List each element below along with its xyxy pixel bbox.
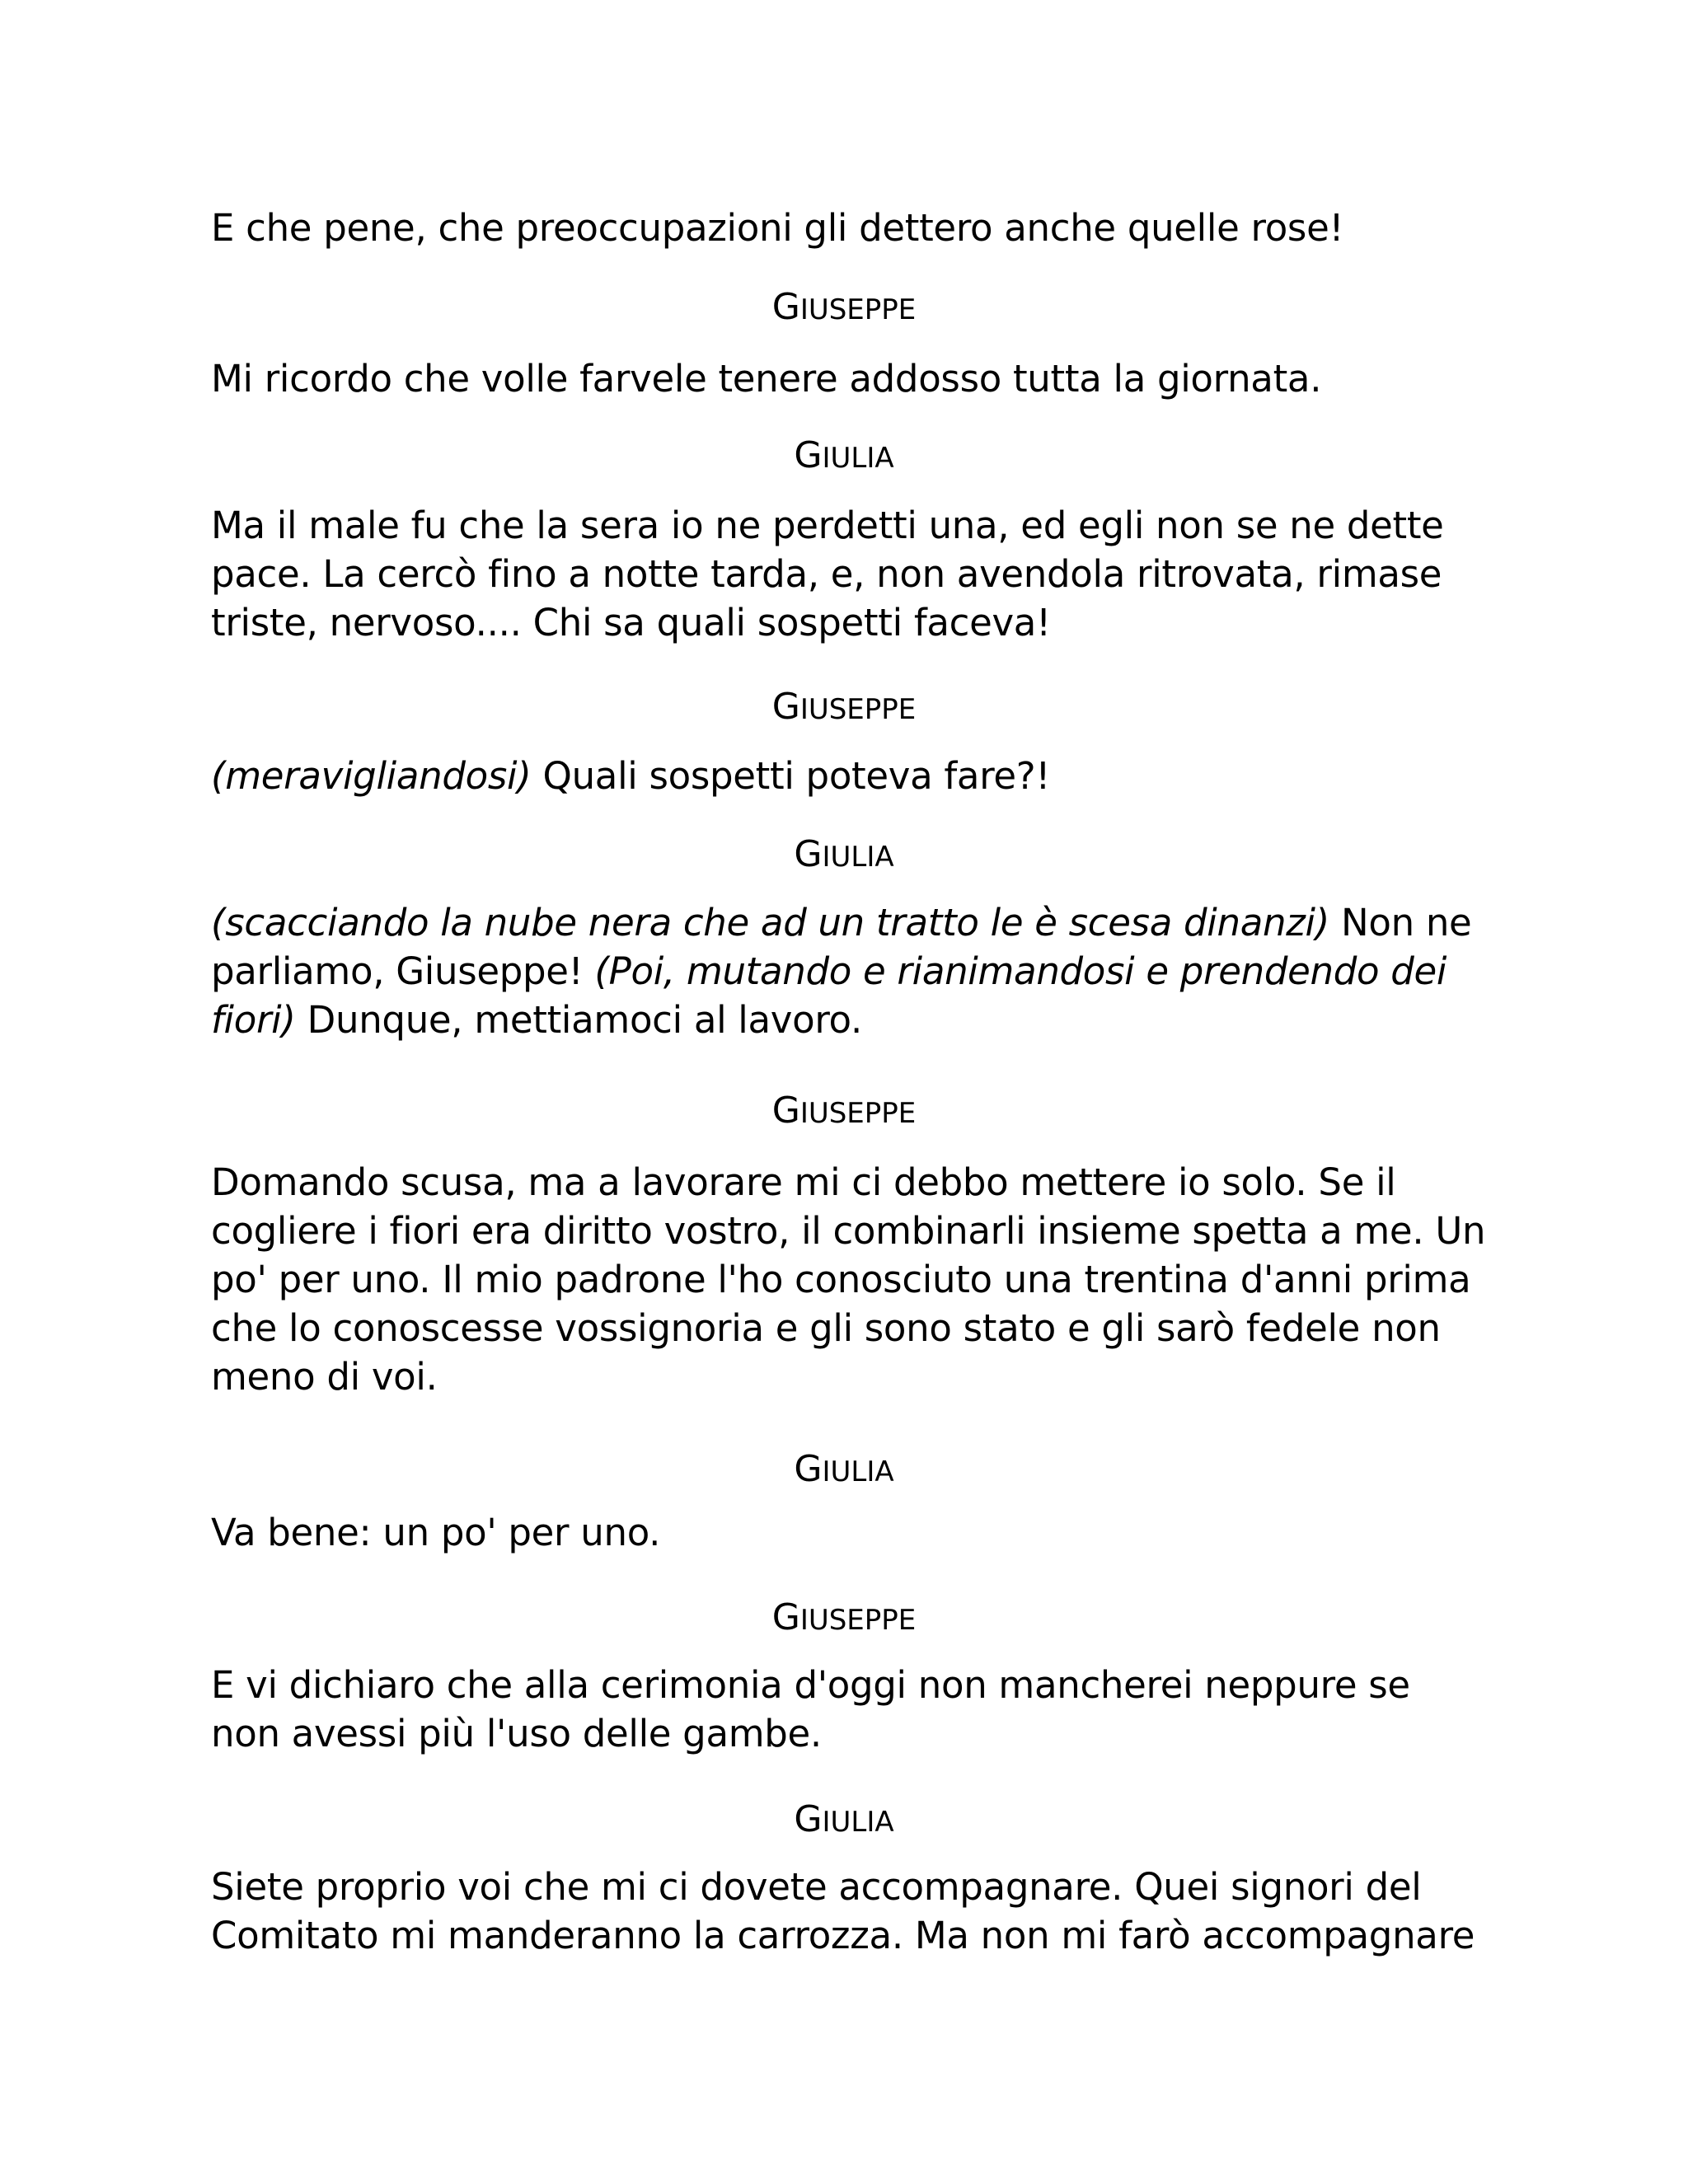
speaker-rest: IUSEPPE [799, 293, 917, 326]
paragraph-line [211, 1911, 1475, 1960]
speaker-name [211, 688, 1477, 729]
paragraph-line [211, 1352, 1485, 1401]
speaker-rest: IULIA [822, 841, 894, 874]
speaker-initial: G [794, 833, 823, 875]
paragraph-line [211, 598, 1444, 647]
spoken-text: pace. La cercò fino a notte tarda, e, non avendola ritrovata, rimase [211, 552, 1442, 596]
speaker-rest: IULIA [822, 1455, 894, 1488]
speaker-rest: IUSEPPE [799, 693, 917, 726]
paragraph-line [211, 1158, 1485, 1207]
speaker-name [211, 288, 1477, 329]
speaker-name [211, 1092, 1477, 1132]
speaker-initial: G [794, 1448, 823, 1490]
speaker-name [211, 1798, 1477, 1841]
dialogue-paragraph [211, 752, 1050, 800]
document-page [211, 0, 1486, 2184]
dialogue-paragraph [211, 1508, 660, 1557]
spoken-text: Non ne [1329, 901, 1472, 944]
dialogue-paragraph [211, 898, 1471, 1044]
dialogue-paragraph [211, 501, 1444, 647]
spoken-text: triste, nervoso.... Chi sa quali sospetti faceva! [211, 601, 1051, 644]
spoken-text: E che pene, che preoccupazioni gli dettero anche quelle rose! [211, 206, 1344, 250]
speaker-name [211, 1448, 1477, 1491]
speaker-initial: G [794, 434, 823, 476]
spoken-text: Va bene: un po' per uno. [211, 1511, 661, 1554]
paragraph-line [211, 996, 1471, 1044]
spoken-text: meno di voi. [211, 1355, 438, 1399]
spoken-text: non avessi più l'uso delle gambe. [211, 1712, 822, 1755]
spoken-text: parliamo, Giuseppe! [211, 949, 595, 993]
paragraph-line [211, 204, 1343, 252]
stage-direction: (Poi, mutando e rianimandosi e prendendo dei [594, 949, 1447, 993]
spoken-text: Dunque, mettiamoci al lavoro. [295, 998, 862, 1042]
speaker-initial: G [771, 686, 800, 728]
spoken-text: Siete proprio voi che mi ci dovete accompagnare. Quei signori del [211, 1865, 1422, 1909]
paragraph-line [211, 1255, 1485, 1304]
spoken-text: Ma il male fu che la sera io ne perdetti una, ed egli non se ne dette [211, 504, 1444, 547]
paragraph-line [211, 501, 1444, 550]
speaker-rest: IULIA [822, 442, 894, 475]
spoken-text: Mi ricordo che volle farvele tenere addosso tutta la giornata. [211, 357, 1322, 401]
speaker-initial: G [771, 1090, 800, 1132]
dialogue-paragraph [211, 1158, 1485, 1401]
spoken-text: che lo conoscesse vossignoria e gli sono stato e gli sarò fedele non [211, 1306, 1441, 1350]
paragraph-line [211, 752, 1050, 800]
spoken-text: cogliere i fiori era diritto vostro, il combinarli insieme spetta a me. Un [211, 1209, 1486, 1253]
spoken-text: Quali sospetti poteva fare?! [531, 754, 1051, 798]
speaker-initial: G [771, 1596, 800, 1638]
paragraph-line [211, 1863, 1475, 1911]
dialogue-paragraph [211, 1661, 1410, 1758]
spoken-text: Comitato mi manderanno la carrozza. Ma non mi farò accompagnare [211, 1914, 1475, 1957]
dialogue-paragraph [211, 204, 1343, 252]
stage-direction: (scacciando la nube nera che ad un tratto le è scesa dinanzi) [211, 901, 1329, 944]
spoken-text: po' per uno. Il mio padrone l'ho conosciuto una trentina d'anni prima [211, 1258, 1471, 1301]
paragraph-line [211, 1207, 1485, 1255]
speaker-name [211, 1596, 1477, 1639]
paragraph-line [211, 898, 1471, 947]
speaker-initial: G [794, 1798, 823, 1840]
stage-direction: (meravigliandosi) [211, 754, 532, 798]
speaker-rest: IULIA [822, 1806, 894, 1839]
paragraph-line [211, 1709, 1410, 1758]
speaker-rest: IUSEPPE [799, 1097, 917, 1130]
spoken-text: Domando scusa, ma a lavorare mi ci debbo mettere io solo. Se il [211, 1160, 1396, 1204]
stage-direction: fiori) [211, 998, 296, 1042]
paragraph-line [211, 1304, 1485, 1352]
paragraph-line [211, 550, 1444, 598]
dialogue-paragraph [211, 1863, 1475, 1960]
dialogue-paragraph [211, 354, 1321, 403]
spoken-text: E vi dichiaro che alla cerimonia d'oggi non mancherei neppure se [211, 1663, 1410, 1707]
speaker-initial: G [771, 286, 800, 328]
paragraph-line [211, 354, 1321, 403]
paragraph-line [211, 947, 1471, 996]
speaker-name [211, 833, 1477, 876]
speaker-rest: IUSEPPE [799, 1604, 917, 1637]
paragraph-line [211, 1661, 1410, 1709]
paragraph-line [211, 1508, 660, 1557]
speaker-name [211, 434, 1477, 477]
